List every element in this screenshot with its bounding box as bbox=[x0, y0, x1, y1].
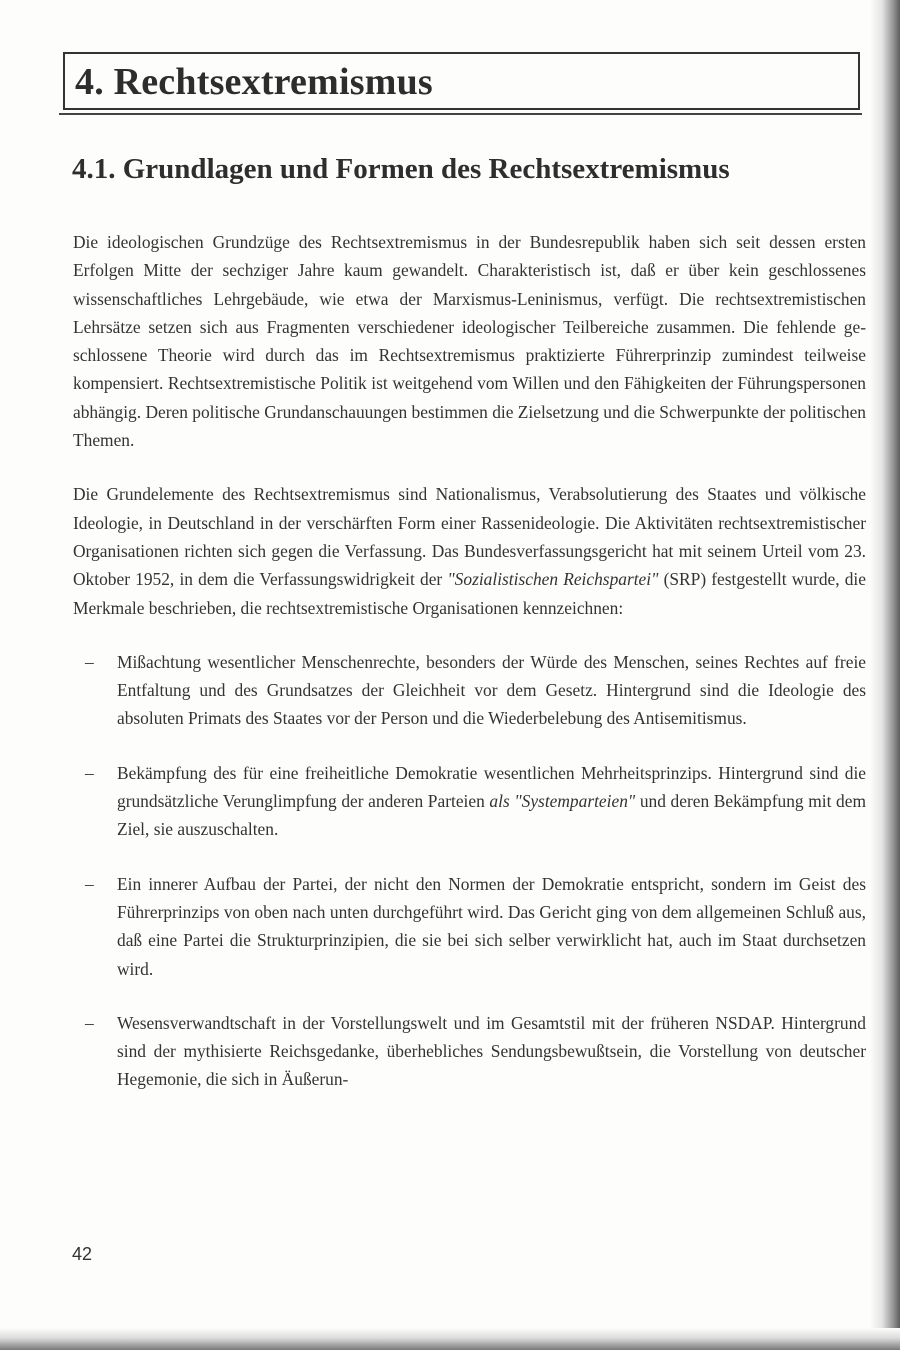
list-item bbox=[73, 1009, 866, 1094]
criteria-list bbox=[73, 648, 866, 1094]
body-text bbox=[73, 228, 866, 1120]
list-item bbox=[73, 759, 866, 844]
dash-bullet: – bbox=[85, 762, 94, 783]
list-item-text: Mißachtung wesentlicher Menschenrechte, besonders der Würde des Menschen, seines Rechtes auf freie Entfaltung und des Grundsatzes der Gleichheit vor dem Gesetz. Hintergrund sind die Ideologie des absoluten Primats des Staates vor der Person und die Wiederbelebung des Antisemitismus. bbox=[117, 651, 866, 729]
section-title: 4.1. Grundlagen und Formen des Rechtsextremismus bbox=[72, 153, 730, 185]
paragraph-2-text-before: Die Grundelemente des Rechtsextremismus sind Nationalismus, Verabsolutierung des Staates und völkische Ideologie, in Deutschland in der verschärften Form einer Rassenideologie. Die Aktivitäten rechtsextremistischer Organisationen richten sich gegen die Verfassung. Das Bundesverfassungsgericht hat mit seinem Urteil vom 23. Oktober 1952, in dem die Verfassungswidrigkeit der bbox=[73, 484, 866, 590]
page-bottom-shadow bbox=[0, 1328, 900, 1350]
chapter-heading-box bbox=[63, 52, 860, 110]
paragraph-2-emphasis: "Sozialistischen Reichspartei" bbox=[447, 569, 659, 590]
paragraph-2 bbox=[73, 480, 866, 621]
dash-bullet: – bbox=[85, 651, 94, 672]
dash-bullet: – bbox=[85, 1012, 94, 1033]
paragraph-2-text-after: (SRP) festgestellt wurde, die Merkmale beschrieben, die rechtsextremistische Organisationen kennzeichnen: bbox=[73, 569, 866, 618]
list-item-text: Ein innerer Aufbau der Partei, der nicht den Normen der Demokratie entspricht, sondern im Geist des Führerprinzips von oben nach unten durchgeführt wird. Das Gericht ging von dem allgemeinen Schluß aus, daß eine Partei die Strukturprinzipien, die sie bei sich selber verwirklicht hat, auch im Staat durchsetzen wird. bbox=[117, 873, 866, 979]
page-number: 42 bbox=[72, 1244, 93, 1264]
dash-bullet: – bbox=[85, 873, 94, 894]
chapter-title: 4. Rechtsextremismus bbox=[75, 61, 433, 103]
list-item-text-before: Bekämpfung des für eine freiheitliche Demokratie wesentlichen Mehrheitsprinzips. Hintergrund sind die grundsätzliche Verunglimpfung der anderen Parteien bbox=[117, 762, 866, 812]
list-item-text: Wesensverwandtschaft in der Vorstellungswelt und im Gesamtstil mit der früheren NSDAP. Hintergrund sind der mythisierte Reichsgedanke, überhebliches Sendungsbewußtsein, die Vorstellung von deutscher Hegemonie, die sich in Äußerun- bbox=[117, 1012, 866, 1090]
list-item-emphasis: als "Systemparteien" bbox=[489, 791, 636, 812]
list-item-text-after: und deren Bekämpfung mit dem Ziel, sie auszuschalten. bbox=[117, 791, 866, 840]
list-item bbox=[73, 648, 866, 733]
book-spine-shadow bbox=[870, 0, 900, 1350]
list-item bbox=[73, 870, 866, 983]
paragraph-1: Die ideologischen Grundzüge des Rechtsextremismus in der Bundesrepublik haben sich seit dessen ersten Erfolgen Mitte der sechziger Jahre kaum gewandelt. Charakteristisch ist, daß er über kein geschlossenes wissenschaftliches Lehrgebäude, wie etwa der Marxismus-Leninismus, verfügt. Die rechtsextremistischen Lehrsätze setzen sich aus Fragmenten verschiedener ideologischer Teilbereiche zusammen. Die fehlende geschlossene Theorie wird durch das im Rechtsextremismus praktizierte Führerprinzip zumindest teilweise kompensiert. Rechtsextremistische Politik ist weitgehend vom Willen und den Fähigkeiten der Führungspersonen abhängig. Deren politische Grundanschauungen bestimmen die Zielsetzung und die Schwerpunkte der politischen Themen. bbox=[73, 232, 866, 451]
